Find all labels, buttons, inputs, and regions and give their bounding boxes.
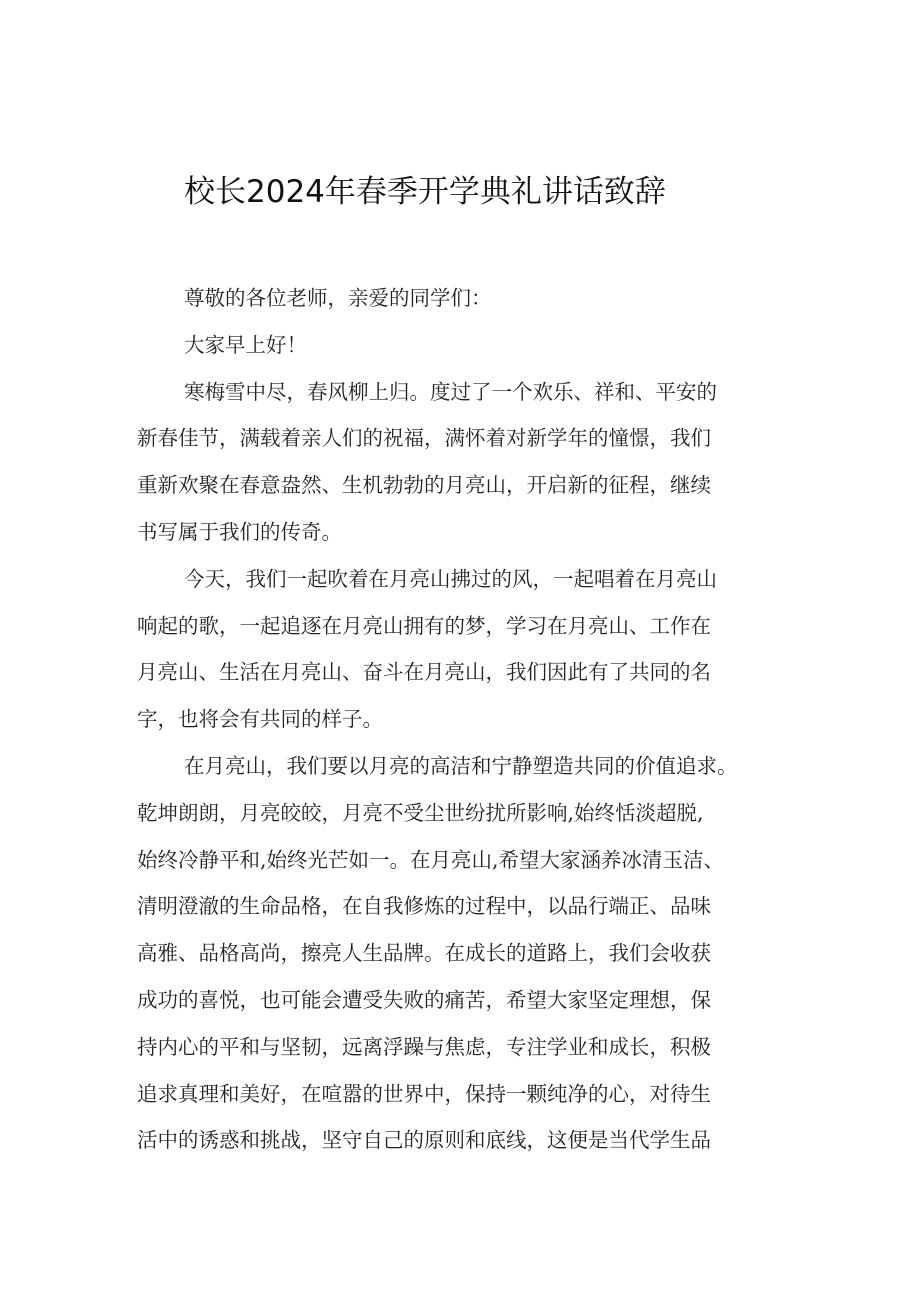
body-line: 今天，我们一起吹着在月亮山拂过的风，一起唱着在月亮山: [184, 566, 717, 591]
body-line: 寒梅雪中尽，春风柳上归。度过了一个欢乐、祥和、平安的: [184, 379, 717, 404]
body-line: 成功的喜悦，也可能会遭受失败的痛苦，希望大家坚定理想，保: [137, 987, 711, 1012]
body-line: 在月亮山，我们要以月亮的高洁和宁静塑造共同的价值追求。: [184, 753, 738, 778]
body-line: 追求真理和美好，在喧嚣的世界中，保持一颗纯净的心，对待生: [137, 1081, 711, 1106]
body-line: 持内心的平和与坚韧，远离浮躁与焦虑，专注学业和成长，积极: [137, 1034, 711, 1059]
body-line: 活中的诱惑和挑战，坚守自己的原则和底线，这便是当代学生品: [137, 1128, 711, 1153]
body-line: 新春佳节，满载着亲人们的祝福，满怀着对新学年的憧憬，我们: [137, 426, 711, 451]
body-line: 清明澄澈的生命品格，在自我修炼的过程中，以品行端正、品味: [137, 894, 711, 919]
body-line: 尊敬的各位老师，亲爱的同学们：: [184, 286, 492, 310]
body-line: 始终冷静平和,始终光芒如一。在月亮山,希望大家涵养冰清玉洁、: [137, 847, 725, 872]
body-line: 字，也将会有共同的样子。: [137, 707, 383, 732]
body-line: 大家早上好！: [184, 332, 307, 357]
body-line: 书写属于我们的传奇。: [137, 519, 342, 544]
body-line: 高雅、品格高尚，擦亮人生品牌。在成长的道路上，我们会收获: [137, 941, 711, 966]
document-body: [137, 275, 797, 1164]
body-line: 响起的歌，一起追逐在月亮山拥有的梦，学习在月亮山、工作在: [137, 613, 711, 638]
body-line: 重新欢聚在春意盎然、生机勃勃的月亮山，开启新的征程，继续: [137, 473, 711, 498]
body-line: 乾坤朗朗，月亮皎皎，月亮不受尘世纷扰所影响,始终恬淡超脱,: [137, 800, 704, 825]
body-line: 月亮山、生活在月亮山、奋斗在月亮山，我们因此有了共同的名: [137, 660, 711, 685]
document-title: 校长2024年春季开学典礼讲话致辞: [184, 174, 666, 210]
